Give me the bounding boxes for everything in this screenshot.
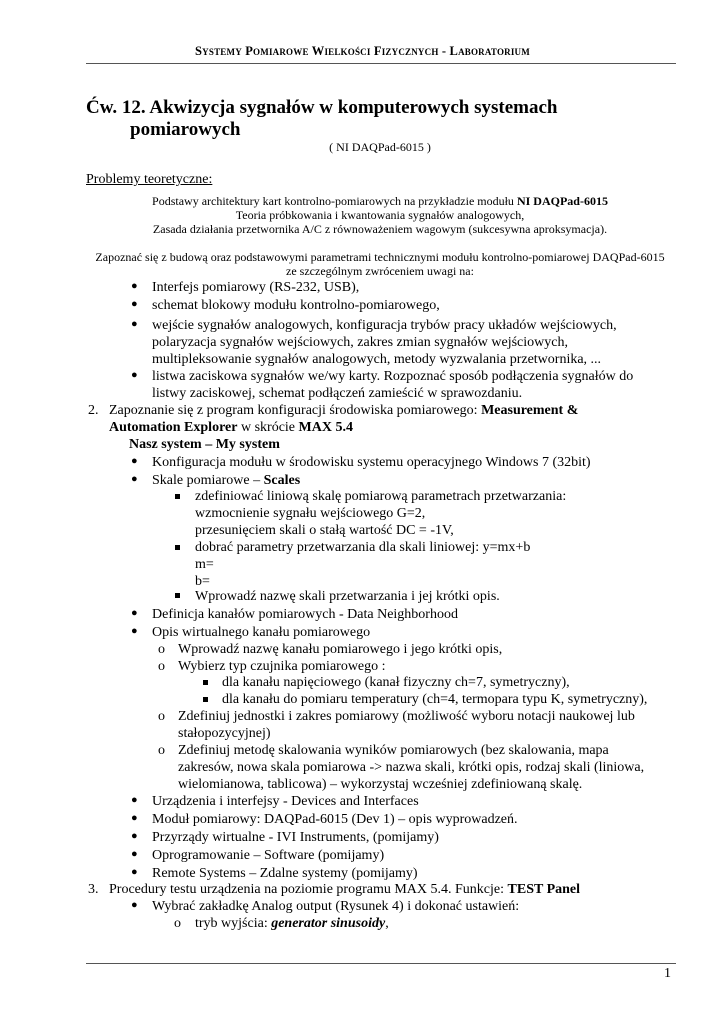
- sub-item-comma: ,: [385, 916, 389, 931]
- sub-item: Zdefiniuj metodę skalowania wyników pomiarowych (bez skalowania, mapa: [178, 743, 609, 758]
- header-rule: [86, 63, 676, 64]
- sub-item-cont: przesunięciem skali o stałą wartość DC = -1V,: [195, 523, 454, 538]
- sub-item-cont: stałopozycyjnej): [178, 726, 271, 741]
- sub-item-cont: zakresów, nowa skala pomiarowa -> nazwa skali, krótki opis, rodzaj skali (liniowa,: [178, 760, 645, 775]
- square-bullet-icon: [203, 697, 208, 702]
- square-bullet-icon: [203, 680, 208, 685]
- exercise-title: Ćw. 12. Akwizycja sygnałów w komputerowych systemach: [86, 97, 558, 118]
- circle-bullet-icon: o: [158, 642, 165, 657]
- bullet-icon: ●: [131, 866, 138, 878]
- list-item: Moduł pomiarowy: DAQPad-6015 (Dev 1) – opis wyprowadzeń.: [152, 812, 518, 827]
- circle-bullet-icon: o: [158, 659, 165, 674]
- list-item: Definicja kanałów pomiarowych - Data Neighborhood: [152, 607, 458, 622]
- list-item: Przyrządy wirtualne - IVI Instruments, (pomijamy): [152, 830, 439, 845]
- sub-item-bold-italic: generator sinusoidy: [271, 916, 386, 931]
- sub-item: dobrać parametry przetwarzania dla skali liniowej: y=mx+b: [195, 540, 531, 555]
- bullet-icon: ●: [131, 298, 138, 310]
- footer-rule: [86, 963, 676, 964]
- page-number: 1: [664, 966, 671, 981]
- sub-item: [195, 915, 389, 932]
- circle-bullet-icon: o: [158, 743, 165, 758]
- item2-bold-1: Measurement &: [481, 403, 579, 418]
- list-item: Wybrać zakładkę Analog output (Rysunek 4) i dokonać ustawień:: [152, 899, 520, 914]
- item2-bold-3: MAX 5.4: [298, 420, 353, 435]
- sub-item-text: tryb wyjścia:: [195, 916, 272, 931]
- running-title: Systemy Pomiarowe Wielkości Fizycznych - Laboratorium: [195, 44, 530, 58]
- system-heading: Nasz system – My system: [129, 437, 280, 452]
- circle-bullet-icon: o: [174, 916, 181, 931]
- list-item: Oprogramowanie – Software (pomijamy): [152, 848, 385, 863]
- problems-line-1-text: Podstawy architektury kart kontrolno-pomiarowych na przykładzie modułu: [152, 194, 517, 208]
- exercise-subtitle: ( NI DAQPad-6015 ): [329, 140, 431, 154]
- bullet-icon: ●: [131, 830, 138, 842]
- list-item: wejście sygnałów analogowych, konfiguracja trybów pracy układów wejściowych,: [152, 318, 617, 333]
- sub-item-cont: wzmocnienie sygnału wejściowego G=2,: [195, 506, 426, 521]
- intro-line-2: ze szczególnym zwróceniem uwagi na:: [286, 264, 474, 278]
- sub-item: Zdefiniuj jednostki i zakres pomiarowy (możliwość wyboru notacji naukowej lub: [178, 709, 635, 724]
- item2-line-1: [109, 402, 578, 419]
- item-number: 2.: [88, 403, 99, 418]
- problems-line-1: [0, 194, 725, 209]
- bullet-icon: ●: [131, 607, 138, 619]
- bullet-icon: ●: [131, 455, 138, 467]
- list-item-cont: multipleksowanie sygnałów analogowych, metody wyzwalania przetwornika, ...: [152, 352, 602, 367]
- sub-item-cont: wielomianowa, tablicowa) – wykorzystaj wcześniej zdefiniowaną skalę.: [178, 777, 583, 792]
- item2-bold-2: Automation Explorer: [109, 420, 238, 435]
- square-bullet-icon: [175, 545, 180, 550]
- item2-line-2: [109, 419, 353, 436]
- sub-sub-item: dla kanału do pomiaru temperatury (ch=4, termopara typu K, symetryczny),: [222, 692, 648, 707]
- item3-line: [109, 881, 580, 898]
- list-item: Remote Systems – Zdalne systemy (pomijamy): [152, 866, 418, 881]
- item-number: 3.: [88, 882, 99, 897]
- item2-mid: w skrócie: [237, 420, 299, 435]
- list-item: schemat blokowy modułu kontrolno-pomiarowego,: [152, 298, 440, 313]
- bullet-icon: ●: [131, 848, 138, 860]
- item3-bold: TEST Panel: [507, 882, 581, 897]
- item2-text: Zapoznanie się z program konfiguracji środowiska pomiarowego:: [109, 403, 482, 418]
- sub-item-cont: b=: [195, 574, 210, 589]
- sub-item: Wprowadź nazwę skali przetwarzania i jej krótki opis.: [195, 589, 500, 604]
- bullet-icon: ●: [131, 899, 138, 911]
- running-header: [0, 44, 725, 59]
- problems-line-3: Zasada działania przetwornika A/C z równoważeniem wagowym (sukcesywna aproksymacja).: [152, 222, 608, 236]
- list-item: Opis wirtualnego kanału pomiarowego: [152, 625, 371, 640]
- square-bullet-icon: [175, 593, 180, 598]
- list-item: Interfejs pomiarowy (RS-232, USB),: [152, 280, 360, 295]
- list-item: [152, 472, 300, 489]
- bullet-icon: ●: [131, 794, 138, 806]
- bullet-icon: ●: [131, 473, 138, 485]
- bullet-icon: ●: [131, 318, 138, 330]
- sub-item: Wybierz typ czujnika pomiarowego :: [178, 659, 386, 674]
- item3-text: Procedury testu urządzenia na poziomie programu MAX 5.4. Funkcje:: [109, 882, 508, 897]
- sub-item: zdefiniować liniową skalę pomiarową parametrach przetwarzania:: [195, 489, 567, 504]
- sub-sub-item: dla kanału napięciowego (kanał fizyczny ch=7, symetryczny),: [222, 675, 570, 690]
- bullet-icon: ●: [131, 369, 138, 381]
- square-bullet-icon: [175, 494, 180, 499]
- sub-item: Wprowadź nazwę kanału pomiarowego i jego krótki opis,: [178, 642, 503, 657]
- list-item-cont: polaryzacja sygnałów wejściowych, zakres zmian sygnałów wejściowych,: [152, 335, 568, 350]
- circle-bullet-icon: o: [158, 709, 165, 724]
- exercise-title-line2: pomiarowych: [130, 119, 241, 140]
- list-item-text: Skale pomiarowe –: [152, 473, 264, 488]
- list-item: listwa zaciskowa sygnałów we/wy karty. Rozpoznać sposób podłączenia sygnałów do: [152, 369, 634, 384]
- sub-item-cont: m=: [195, 557, 214, 572]
- list-item-bold: Scales: [263, 473, 301, 488]
- problems-line-2: Teoria próbkowania i kwantowania sygnałów analogowych,: [235, 208, 525, 222]
- bullet-icon: ●: [131, 812, 138, 824]
- bullet-icon: ●: [131, 280, 138, 292]
- bullet-icon: ●: [131, 625, 138, 637]
- problems-line-1-bold: NI DAQPad-6015: [516, 194, 608, 208]
- problems-heading: Problemy teoretyczne:: [86, 172, 213, 187]
- intro-line-1: Zapoznać się z budową oraz podstawowymi parametrami technicznymi modułu kontrolno-pomiarowej DAQPad-6015: [95, 250, 665, 264]
- list-item-cont: listwy zaciskowej, schemat podłączeń zamieścić w sprawozdaniu.: [152, 386, 523, 401]
- list-item: Konfiguracja modułu w środowisku systemu operacyjnego Windows 7 (32bit): [152, 455, 591, 470]
- list-item: Urządzenia i interfejsy - Devices and Interfaces: [152, 794, 419, 809]
